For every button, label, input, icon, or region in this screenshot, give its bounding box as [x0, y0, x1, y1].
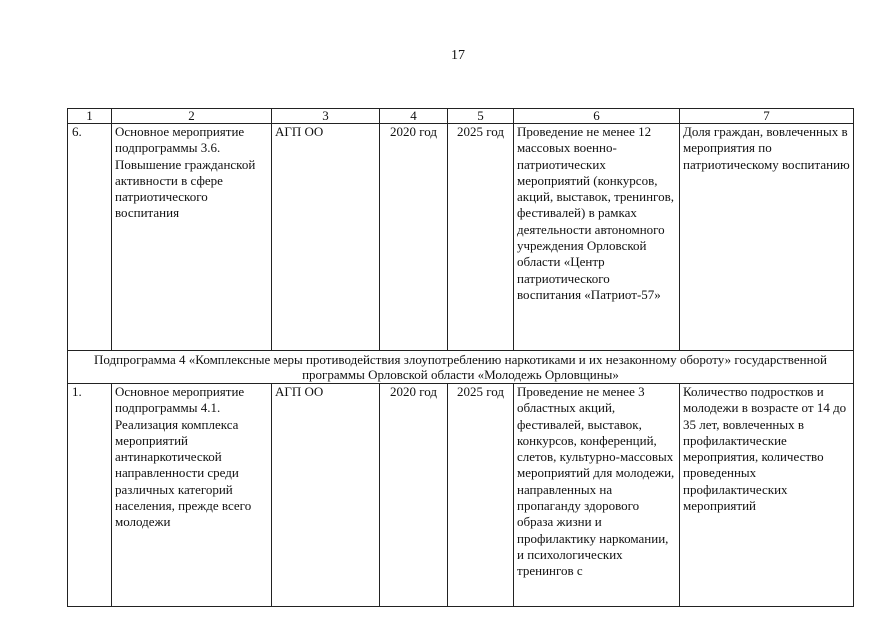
- start-year-cell: 2020 год: [380, 124, 448, 351]
- page-number: 17: [451, 48, 465, 63]
- header-cell: 3: [272, 109, 380, 124]
- indicator-cell: Количество подростков и молодежи в возрасте от 14 до 35 лет, вовлеченных в профилактические мероприятия, количество проведенных профилактических мероприятий: [680, 384, 854, 607]
- program-table: [67, 108, 854, 607]
- row-number: 1.: [68, 384, 112, 607]
- end-year-cell: 2025 год: [448, 124, 514, 351]
- header-cell: 2: [112, 109, 272, 124]
- subprogram-row: [68, 351, 854, 384]
- result-cell: Проведение не менее 3 областных акций, фестивалей, выставок, конкурсов, конференций, слетов, культурно-массовых мероприятий для молодежи, направленных на пропаганду здорового образа жизни и профилактику наркомании, и психологических тренингов с: [517, 384, 675, 579]
- table-row: [68, 384, 854, 607]
- event-cell: Основное мероприятие подпрограммы 4.1. Реализация комплекса мероприятий антинаркотической направленности среди различных категорий населения, прежде всего молодежи: [112, 384, 272, 607]
- executor-cell: АГП ОО: [272, 124, 380, 351]
- header-cell: 4: [380, 109, 448, 124]
- header-cell: 6: [514, 109, 680, 124]
- indicator-cell: Доля граждан, вовлеченных в мероприятия по патриотическому воспитанию: [680, 124, 854, 351]
- header-cell: 7: [680, 109, 854, 124]
- result-cell-container: [514, 384, 680, 607]
- result-cell: Проведение не менее 12 массовых военно-патриотических мероприятий (конкурсов, акций, выставок, тренингов, фестивалей) в рамках деятельности автономного учреждения Орловской области «Центр патриотического воспитания «Патриот-57»: [514, 124, 680, 351]
- end-year-cell: 2025 год: [448, 384, 514, 607]
- header-cell: 5: [448, 109, 514, 124]
- event-cell: Основное мероприятие подпрограммы 3.6. Повышение гражданской активности в сфере патриотического воспитания: [112, 124, 272, 351]
- subprogram-title: Подпрограмма 4 «Комплексные меры противодействия злоупотреблению наркотиками и их незаконному обороту» государственной программы Орловской области «Молодежь Орловщины»: [68, 351, 854, 384]
- row-number: 6.: [68, 124, 112, 351]
- header-cell: 1: [68, 109, 112, 124]
- header-row: [68, 109, 854, 124]
- start-year-cell: 2020 год: [380, 384, 448, 607]
- table-row: [68, 124, 854, 351]
- executor-cell: АГП ОО: [272, 384, 380, 607]
